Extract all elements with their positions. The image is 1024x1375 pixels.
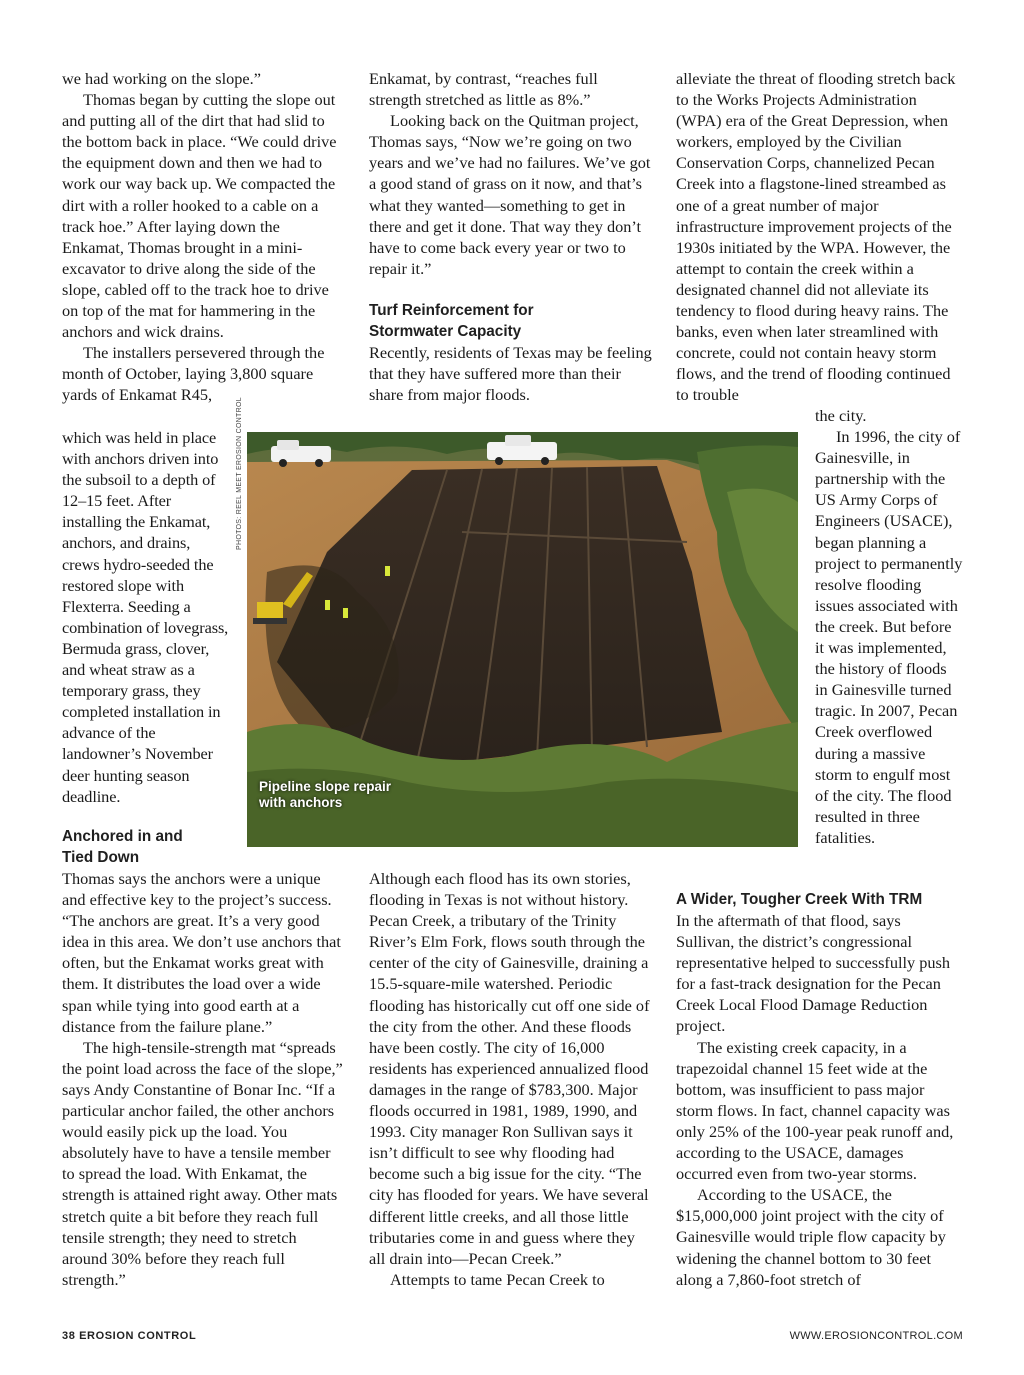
- column-1-section: [62, 826, 345, 1290]
- paragraph: In the aftermath of that flood, says Sullivan, the district’s congressional representative helped to successfully push for a fast-track designation for the Pecan Creek Local Flood Damage Reduction project.: [676, 911, 950, 1036]
- column-1-top: [62, 68, 345, 406]
- paragraph: Attempts to tame Pecan Creek to: [390, 1269, 605, 1289]
- photo-credit: PHOTOS: REEL MEET EROSION CONTROL: [236, 397, 243, 550]
- paragraph: In 1996, the city of Gainesville, in partnership with the US Army Corps of Engineers (USACE), began planning a project to permanently resolve flooding issues associated with the creek. But before it was implemented, the history of floods in Gainesville turned tragic. In 2007, Pecan Creek overflowed during a massive storm to engulf most of the city. The flood resulted in three fatalities.: [815, 427, 963, 847]
- photo-caption: Pipeline slope repair with anchors: [259, 779, 392, 810]
- paragraph: Thomas began by cutting the slope out and putting all of the dirt that had slid to the bottom back in place. “We could drive the equipment down and then we had to work our way back up. We compacted the dirt with a roller hooked to a cable on a track hoe.” After laying down the Enkamat, Thomas brought in a mini-excavator to drive along the side of the slope, cabled off to the track hoe to drive on top of the mat for hammering in the anchors and wick drains.: [62, 90, 337, 342]
- paragraph: the city.: [815, 406, 867, 425]
- column-1-wrap: [62, 427, 230, 807]
- paragraph: According to the USACE, the $15,000,000 joint project with the city of Gainesville would triple flow capacity by widening the channel bottom to 30 feet along a 7,860-foot stretch of: [676, 1185, 946, 1289]
- paragraph: alleviate the threat of flooding stretch back to the Works Projects Administration (WPA) era of the Great Depression, when workers, employed by the Civilian Conservation Corps, channelized Pecan Creek into a flagstone-lined streambed as one of a great number of major infrastructure improvement projects of the 1930s initiated by the WPA. However, the attempt to contain the creek within a designated channel did not alleviate its tendency to flood during heavy rains. The banks, even when later streamlined with concrete, could not contain heavy storm flows, and the trend of flooding continued to trouble: [676, 69, 956, 405]
- section-heading-turf: Turf Reinforcement for Stormwater Capacity: [369, 301, 534, 340]
- column-2-bottom: [369, 868, 653, 1290]
- paragraph: Enkamat, by contrast, “reaches full strength stretched as little as 8%.”: [369, 69, 598, 110]
- paragraph: The high-tensile-strength mat “spreads the point load across the face of the slope,” says Andy Constantine of Bonar Inc. “If a particular anchor failed, the other anchors would easily pick up the load. You absolutely have to have a tensile member to spread the load. With Enkamat, the strength is attained right away. Other mats stretch quite a bit before they reach full tensile strength; they need to stretch around 30% before they reach full strength.”: [62, 1037, 343, 1289]
- paragraph: we had working on the slope.”: [62, 69, 261, 88]
- paragraph: The installers persevered through the month of October, laying 3,800 square yards of Enkamat R45,: [62, 343, 325, 405]
- page-folio: 38 EROSION CONTROL: [62, 1330, 197, 1342]
- paragraph: which was held in place with anchors driven into the subsoil to a depth of 12–15 feet. After installing the Enkamat, anchors, and drains, crews hydro-seeded the restored slope with Flexterra. Seeding a combination of lovegrass, Bermuda grass, clover, and wheat straw as a temporary grass, they completed installation in advance of the landowner’s November deer hunting season deadline.: [62, 428, 229, 806]
- paragraph: The existing creek capacity, in a trapezoidal channel 15 feet wide at the bottom, was insufficient to pass major storm flows. In fact, channel capacity was only 25% of the 100-year peak runoff and, according to the USACE, damages occurred even from two-year storms.: [676, 1037, 954, 1184]
- column-2-top: [369, 68, 653, 405]
- column-3-top: [676, 68, 962, 406]
- column-3-section: [676, 889, 962, 1290]
- paragraph: Thomas says the anchors were a unique and effective key to the project’s success. “The anchors are great. It’s a very good idea in this area. We don’t use anchors that often, but the Enkamat works great with them. It distributes the load over a wide span while tying into good earth at a distance from the failure plane.”: [62, 869, 341, 1036]
- section-heading-anchored: Anchored in and Tied Down: [62, 828, 183, 866]
- slope-repair-photo: [247, 432, 798, 847]
- column-3-wrap: [815, 405, 963, 848]
- section-heading-wider-creek: A Wider, Tougher Creek With TRM: [676, 891, 923, 908]
- website-url: WWW.EROSIONCONTROL.COM: [789, 1330, 963, 1342]
- paragraph: Recently, residents of Texas may be feeling that they have suffered more than their share from major floods.: [369, 342, 652, 405]
- paragraph: Although each flood has its own stories, flooding in Texas is not without history. Pecan Creek, a tributary of the Trinity River’s Elm Fork, flows south through the center of the city of Gainesville, draining a 15.5-square-mile watershed. Periodic flooding has historically cut off one side of the city from the other. And these floods have been costly. The city of 16,000 residents has experienced annualized flood damages in the range of $783,300. Major floods occurred in 1981, 1989, 1990, and 1993. City manager Ron Sullivan says it isn’t difficult to see why flooding had become such a big issue for the city. “The city has flooded for years. We have several different little creeks, and all those little tributaries come in and guess where they all drain into—Pecan Creek.”: [369, 869, 650, 1268]
- paragraph: Looking back on the Quitman project, Thomas says, “Now we’re going on two years and we’ve had no failures. We’ve got a good stand of grass on it now, and that’s what they wanted—something to get in there and get it done. That way they don’t have to come back every year or two to repair it.”: [369, 111, 651, 278]
